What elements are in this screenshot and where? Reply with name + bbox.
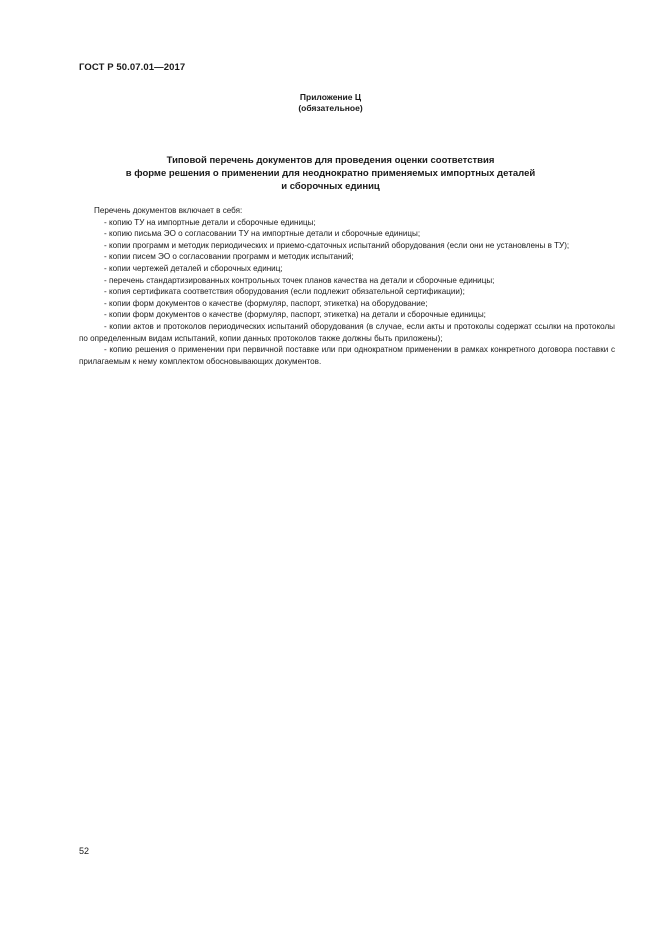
- appendix-label: Приложение Ц: [299, 92, 362, 102]
- list-item: - копии писем ЭО о согласовании программ и методик испытаний;: [104, 252, 354, 262]
- title-line-3: и сборочных единиц: [281, 181, 380, 192]
- title-line-2: в форме решения о применении для неоднократно применяемых импортных деталей: [125, 168, 536, 179]
- page-number: 52: [79, 846, 90, 856]
- list-item: - копии чертежей деталей и сборочных единиц;: [104, 263, 283, 273]
- appendix-heading: [0, 92, 661, 114]
- list-item: - копия сертификата соответствия оборудования (если подлежит обязательной сертификации);: [104, 287, 465, 297]
- list-item: - копию решения о применении при первичной поставке или при однократном применении в рамках конкретного договора поставки с прилагаемым к нему комплектом обосновывающих документов.: [79, 345, 615, 366]
- list-item: - копии актов и протоколов периодических испытаний оборудования (в случае, если акты и протоколы содержат ссылки на протоколы по определенным видам испытаний, копии данных протоколов также должны быть приложены);: [79, 321, 615, 343]
- appendix-note: (обязательное): [298, 103, 363, 113]
- document-number: ГОСТ Р 50.07.01—2017: [79, 62, 186, 73]
- list-item: - копии форм документов о качестве (формуляр, паспорт, этикетка) на оборудование;: [104, 298, 428, 308]
- document-list: [79, 205, 615, 367]
- list-item: - перечень стандартизированных контрольных точек планов качества на детали и сборочные единицы;: [104, 275, 495, 285]
- title-line-1: Типовой перечень документов для проведения оценки соответствия: [166, 155, 495, 166]
- list-item: - копию ТУ на импортные детали и сборочные единицы;: [104, 217, 316, 227]
- list-intro: Перечень документов включает в себя:: [94, 206, 243, 215]
- section-title: [60, 154, 601, 193]
- list-item: - копии программ и методик периодических и приемо-сдаточных испытаний оборудования (если они не установлены в ТУ);: [104, 240, 570, 250]
- list-item: - копии форм документов о качестве (формуляр, паспорт, этикетка) на детали и сборочные единицы;: [104, 310, 486, 320]
- list-item: - копию письма ЭО о согласовании ТУ на импортные детали и сборочные единицы;: [104, 229, 421, 239]
